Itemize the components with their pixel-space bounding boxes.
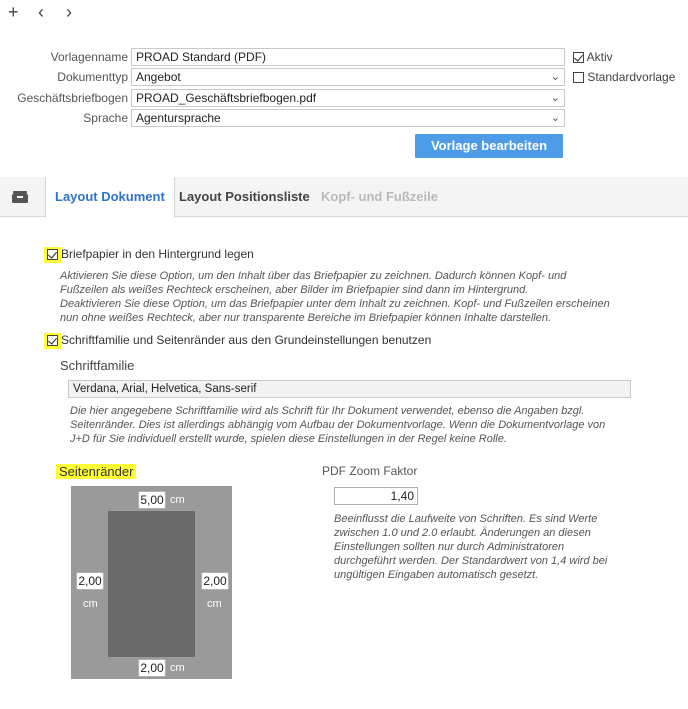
font-default-label: Schriftfamilie und Seitenränder aus den Grundeinstellungen benutzen	[61, 333, 432, 347]
margin-right-unit: cm	[207, 598, 222, 610]
tab-kopf-fusszeile: Kopf- und Fußzeile	[321, 189, 438, 204]
default-template-option[interactable]	[573, 70, 675, 84]
margin-top-input[interactable]: 5,00	[138, 491, 166, 509]
description-line: J+D für Sie individuell erstellt wurde, spielen diese Einstellungen in der Regel keine Rolle.	[70, 433, 507, 445]
pdf-zoom-description	[334, 512, 607, 582]
description-line: zwischen 1.0 und 2.0 erlaubt. Änderungen an diesen	[334, 527, 591, 539]
tab-layout-dokument[interactable]: Layout Dokument	[45, 177, 175, 218]
letterpaper-option[interactable]	[44, 247, 254, 263]
chevron-down-icon: ⌄	[550, 92, 560, 104]
description-line: ungültigen Eingaben automatisch gesetzt.	[334, 569, 539, 581]
language-value: Agentursprache	[136, 111, 221, 125]
font-default-option[interactable]	[44, 333, 431, 349]
letterhead-value: PROAD_Geschäftsbriefbogen.pdf	[136, 91, 317, 105]
margins-heading: Seitenränder	[56, 464, 136, 479]
active-option[interactable]	[573, 50, 613, 64]
add-button[interactable]: +	[8, 2, 19, 22]
default-template-checkbox[interactable]	[573, 72, 584, 83]
description-line: Die hier angegebene Schriftfamilie wird als Schrift für Ihr Dokument verwendet, ebenso die Angaben bzgl.	[70, 405, 585, 417]
margin-top-unit: cm	[170, 494, 185, 506]
font-family-description	[70, 404, 605, 446]
description-line: Deaktivieren Sie diese Option, um das Briefpapier unter dem Inhalt zu zeichnen. Kopf- und Fußzeilen erscheinen	[60, 298, 610, 310]
description-line: nun ohne weißes Rechteck, aber nur transparente Bereiche im Briefpapier können Inhalte darstellen.	[60, 312, 552, 324]
letterhead-select[interactable]	[131, 89, 565, 107]
letterhead-label: Geschäftsbriefbogen	[17, 91, 128, 105]
margin-left-unit: cm	[83, 598, 98, 610]
pdf-zoom-label: PDF Zoom Faktor	[322, 464, 418, 478]
default-template-label: Standardvorlage	[587, 70, 676, 84]
inbox-tray-icon[interactable]	[11, 189, 29, 205]
chevron-down-icon: ⌄	[550, 112, 560, 124]
chevron-down-icon: ⌄	[550, 71, 560, 83]
description-line: Beeinflusst die Laufweite von Schriften. Es sind Werte	[334, 513, 598, 525]
active-label: Aktiv	[586, 50, 613, 64]
letterpaper-checkbox[interactable]	[47, 249, 58, 260]
description-line: durchgeführt werden. Der Standardwert von 1,4 wird bei	[334, 555, 608, 567]
active-checkbox[interactable]	[573, 52, 584, 63]
letterpaper-label: Briefpapier in den Hintergrund legen	[61, 247, 254, 261]
font-family-heading: Schriftfamilie	[60, 358, 135, 373]
description-line: Fußzeilen als weißes Rechteck erscheinen, aber Bilder im Briefpapier sind dann im Hintergrund.	[60, 284, 529, 296]
forward-button[interactable]: ›	[66, 2, 72, 22]
letterpaper-description	[60, 269, 610, 325]
edit-template-button[interactable]: Vorlage bearbeiten	[415, 134, 563, 158]
tab-bar	[0, 177, 688, 217]
pdf-zoom-input[interactable]: 1,40	[334, 487, 418, 505]
font-family-value: Verdana, Arial, Helvetica, Sans-serif	[73, 383, 257, 395]
description-line: Einstellungen sollten nur durch Administratoren	[334, 541, 565, 553]
font-default-checkbox[interactable]	[47, 335, 58, 346]
margin-bottom-unit: cm	[170, 662, 185, 674]
language-label: Sprache	[83, 111, 128, 125]
margin-left-input[interactable]: 2,00	[76, 572, 104, 590]
template-name-label: Vorlagenname	[50, 50, 128, 64]
template-name-value: PROAD Standard (PDF)	[136, 50, 267, 64]
font-family-input[interactable]	[68, 380, 631, 398]
back-button[interactable]: ‹	[38, 2, 44, 22]
template-name-input[interactable]	[131, 48, 565, 66]
doctype-value: Angebot	[136, 70, 181, 84]
doctype-select[interactable]	[131, 68, 565, 86]
description-line: Aktivieren Sie diese Option, um den Inhalt über das Briefpapier zu zeichnen. Dadurch können Kopf- und	[60, 270, 567, 282]
description-line: Seitenränder. Dies ist allerdings abhängig vom Aufbau der Dokumentvorlage. Wenn die Dokumentvorlage von	[70, 419, 606, 431]
page-area-preview	[108, 511, 195, 657]
doctype-label: Dokumenttyp	[57, 70, 128, 84]
tab-layout-positionsliste[interactable]: Layout Positionsliste	[179, 189, 310, 204]
margin-right-input[interactable]: 2,00	[201, 572, 229, 590]
language-select[interactable]	[131, 109, 565, 127]
margin-bottom-input[interactable]: 2,00	[138, 659, 166, 677]
